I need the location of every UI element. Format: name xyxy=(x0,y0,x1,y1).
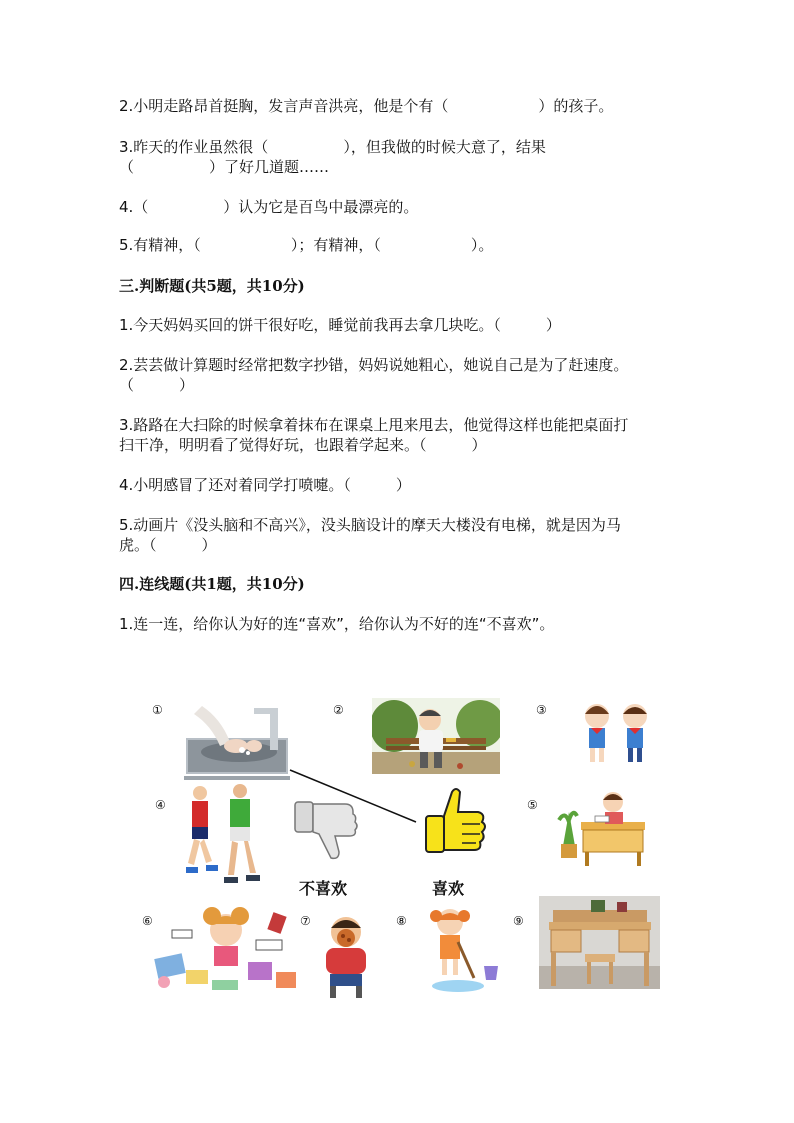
label-5: ⑤ xyxy=(527,798,538,812)
connection-line xyxy=(140,690,680,1010)
fill-blank-q2: 2.小明走路昂首挺胸，发言声音洪亮，他是个有（ ）的孩子。 xyxy=(119,97,614,115)
fill-blank-q3-line2: （ ）了好几道题…… xyxy=(119,158,330,176)
label-2: ② xyxy=(333,703,344,717)
label-9: ⑨ xyxy=(513,914,524,928)
matching-q1: 1.连一连，给你认为好的连“喜欢”，给你认为不好的连“不喜欢”。 xyxy=(119,615,555,633)
like-caption: 喜欢 xyxy=(432,879,465,898)
judge-q4: 4.小明感冒了还对着同学打喷嚏。（ ） xyxy=(119,476,411,494)
judge-q2-line2: （ ） xyxy=(119,376,195,394)
label-3: ③ xyxy=(536,703,547,717)
label-7: ⑦ xyxy=(300,914,311,928)
matching-figure xyxy=(140,690,680,1010)
fill-blank-q5: 5.有精神，（ ）；有精神，（ ）。 xyxy=(119,236,494,254)
judge-q2-line1: 2.芸芸做计算题时经常把数字抄错，妈妈说她粗心，她说自己是为了赶速度。 xyxy=(119,356,629,374)
judge-q5-line1: 5.动画片《没头脑和不高兴》，没头脑设计的摩天大楼没有电梯，就是因为马 xyxy=(119,516,621,534)
dislike-caption: 不喜欢 xyxy=(299,879,348,898)
label-8: ⑧ xyxy=(396,914,407,928)
judge-q5-line2: 虎。（ ） xyxy=(119,536,217,554)
judge-q1: 1.今天妈妈买回的饼干很好吃，睡觉前我再去拿几块吃。（ ） xyxy=(119,316,561,334)
section-heading-matching: 四.连线题(共1题，共10分) xyxy=(119,575,305,593)
label-1: ① xyxy=(152,703,163,717)
judge-q3-line2: 扫干净，明明看了觉得好玩，也跟着学起来。（ ） xyxy=(119,436,487,454)
judge-q3-line1: 3.路路在大扫除的时候拿着抹布在课桌上甩来甩去，他觉得这样也能把桌面打 xyxy=(119,416,629,434)
section-heading-judgement: 三.判断题(共5题，共10分) xyxy=(119,277,305,295)
fill-blank-q4: 4.（ ）认为它是百鸟中最漂亮的。 xyxy=(119,198,419,216)
fill-blank-q3-line1: 3.昨天的作业虽然很（ ），但我做的时候大意了，结果 xyxy=(119,138,546,156)
label-4: ④ xyxy=(155,798,166,812)
label-6: ⑥ xyxy=(142,914,153,928)
